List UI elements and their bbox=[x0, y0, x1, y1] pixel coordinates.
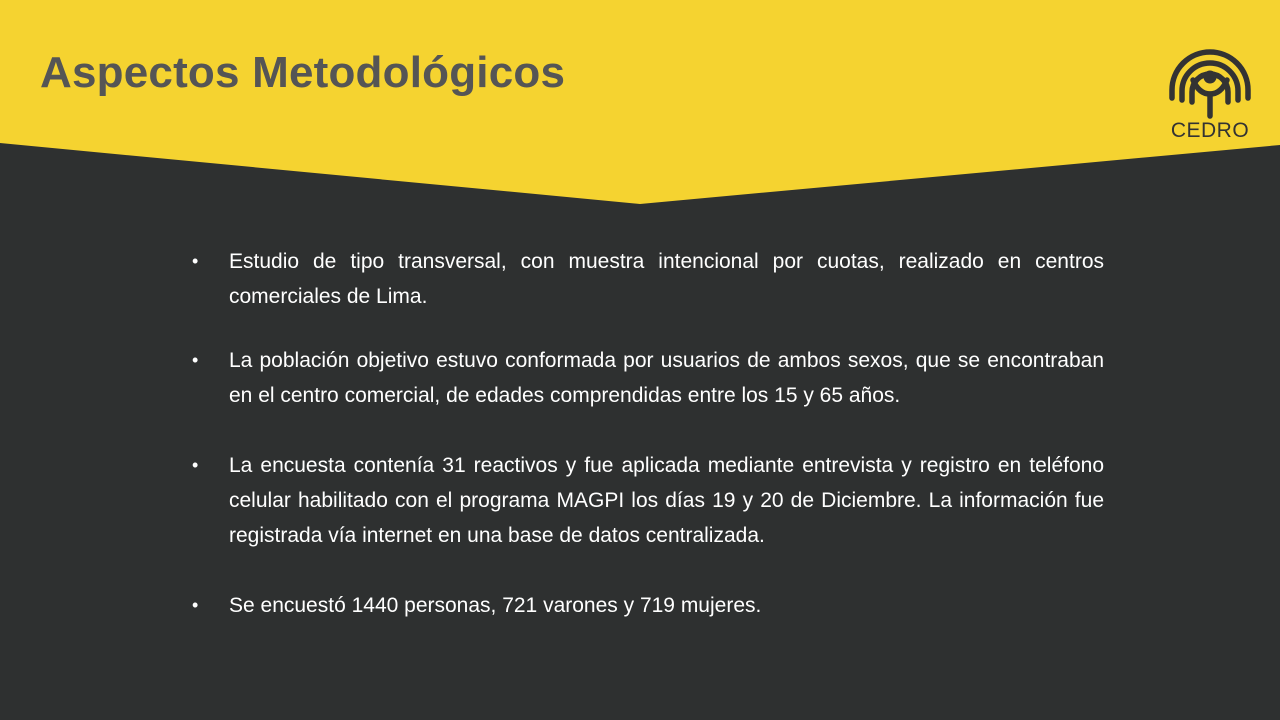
bullet-item bbox=[186, 588, 1104, 623]
slide-title: Aspectos Metodológicos bbox=[40, 48, 566, 97]
bullet-item bbox=[186, 244, 1104, 314]
bullet-marker: • bbox=[192, 595, 199, 615]
bullet-marker: • bbox=[192, 455, 199, 475]
bullet-item bbox=[186, 448, 1104, 553]
bullet-text: La población objetivo estuvo conformada por usuarios de ambos sexos, que se encontraban en el centro comercial, de edades comprendidas entre los 15 y 65 años. bbox=[229, 349, 1104, 407]
bullet-marker: • bbox=[192, 251, 199, 271]
bullet-item bbox=[186, 343, 1104, 413]
logo-text: CEDRO bbox=[1170, 119, 1250, 142]
bullet-text: Estudio de tipo transversal, con muestra intencional por cuotas, realizado en centros comerciales de Lima. bbox=[229, 250, 1104, 308]
bullet-text: La encuesta contenía 31 reactivos y fue aplicada mediante entrevista y registro en teléfono celular habilitado con el programa MAGPI los días 19 y 20 de Diciembre. La información fue registrada vía internet en una base de datos centralizada. bbox=[229, 454, 1104, 547]
bullet-list bbox=[186, 244, 1104, 623]
bullet-text: Se encuestó 1440 personas, 721 varones y 719 mujeres. bbox=[229, 594, 762, 617]
bullet-marker: • bbox=[192, 350, 199, 370]
